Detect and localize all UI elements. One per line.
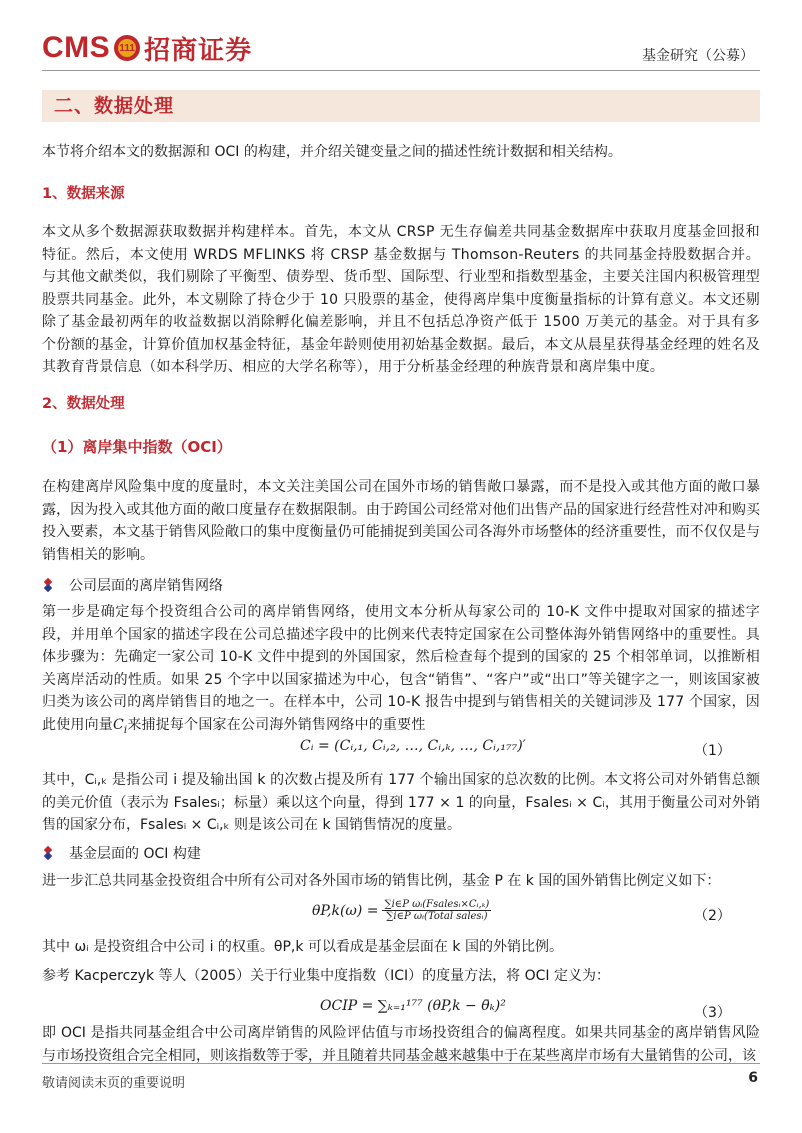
weight-explanation-paragraph: 其中 ωᵢ 是投资组合中公司 i 的权重。θP,k 可以看成是基金层面在 k 国的外销比例。 [42,939,563,955]
firm-network-text: 第一步是确定每个投资组合公司的离岸销售网络，使用文本分析从每家公司的 10-K 文件中提取对国家的描述字段，并用单个国家的描述字段在公司总描述字段中的比例来代表特定国家在公司整体海外销售网络中的重要性。具体步骤为：先确定一家公司 10-K 文件中提到的外国国家，然后检查每个提到的国家的 25 个相邻单词，以推断相关离岸活动的性质。如果 25 个字中以国家描述为中心，包含“销售”、“客户”或“出口”等关键字之一，则该国家被归类为该公司的离岸销售目的地之一。在样本中，公司 10-K 报告中提到与销售相关的关键词涉及 177 个国家，因此使用向量 [42,604,760,733]
section-title: 二、数据处理 [54,95,175,117]
equation-1: Cᵢ = (Cᵢ,₁, Cᵢ,₂, …, Cᵢ,ₖ, …, Cᵢ,₁₇₇)′ [300,738,526,754]
fund-share-paragraph: 进一步汇总共同基金投资组合中所有公司对各外国市场的销售比例，基金 P 在 k 国的国外销售比例定义如下： [42,873,721,889]
data-source-paragraph: 本文从多个数据源获取数据并构建样本。首先，本文从 CRSP 无生存偏差共同基金数据库中获取月度基金回报和特征。然后，本文使用 WRDS MFLINKS 将 CRSP 基金数据与 Thomson-Reuters 的共同基金持股数据合并。与其他文献类似，我们剔除了平衡型、债券型、货币型、国际型、行业型和指数型基金，主要关注国内积极管理型股票共同基金。此外，本文剔除了持仓少于 10 只股票的基金，使得离岸集中度衡量指标的计算有意义。本文还剔除了基金最初两年的收益数据以消除孵化偏差影响，并且不包括总净资产低于 1500 万美元的基金。对于具有多个份额的基金，计算价值加权基金特征，基金年龄则使用初始基金数据。最后，本文从晨星获得基金经理的姓名及其教育背景信息（如本科学历、相应的大学名称等），用于分析基金经理的种族背景和离岸集中度。 [42,224,760,375]
vector-explanation-paragraph: 其中，Cᵢ,ₖ 是指公司 i 提及输出国 k 的次数占提及所有 177 个输出国家的总次数的比例。本文将公司对外销售总额的美元价值（表示为 Fsalesᵢ；标量）乘以这个向量，得到 177 × 1 的向量，Fsalesᵢ × Cᵢ，其用于衡量公司对外销售的国家分布，Fsalesᵢ × Cᵢ,ₖ 则是该公司在 k 国销售情况的度量。 [42,772,760,833]
diamond-bullet-icon [42,847,55,860]
equation-2-lhs: θP,k(ω) = [312,902,379,919]
subsection-heading-data-processing: 2、数据处理 [42,396,125,412]
header-divider [42,70,760,71]
logo-chinese: 招商证券 [144,35,253,66]
equation-2 [312,899,491,922]
bullet-fund-level [42,843,201,863]
equation-2-fraction [382,899,491,922]
bullet-fund-level-text: 基金层面的 OCI 构建 [69,846,201,862]
diamond-bullet-icon [42,579,55,592]
oci-heading: （1）离岸集中指数（OCI） [42,438,232,456]
subsection-heading-data-source: 1、数据来源 [42,186,125,202]
page-number: 6 [748,1070,758,1086]
vector-symbol: C [113,716,124,733]
equation-3: OCIP = ∑ₖ₌₁¹⁷⁷ (θP,k − θ̄ₖ)² [320,998,506,1014]
vector-subscript: i [123,724,128,736]
intro-paragraph: 本节将介绍本文的数据源和 OCI 的构建，并介绍关键变量之间的描述性统计数据和相关结构。 [42,144,622,160]
equation-1-number: （1） [694,743,731,759]
equation-2-denominator: ∑i∈P ωᵢ(Total salesᵢ) [386,911,488,922]
footer-disclaimer-note: 敬请阅读末页的重要说明 [42,1076,186,1091]
equation-2-numerator: ∑i∈P ωᵢ(Fsalesᵢ×Cᵢ,ₖ) [384,899,490,910]
report-category: 基金研究（公募） [642,48,754,64]
logo-latin: CMS [42,31,111,64]
bullet-firm-level [42,575,223,595]
firm-network-tail: 来捕捉每个国家在公司海外销售网络中的重要性 [127,716,426,733]
oci-intro-paragraph: 在构建离岸风险集中度的度量时，本文关注美国公司在国外市场的销售敞口暴露，而不是投入或其他方面的敞口暴露，因为投入或其他方面的敞口度量存在数据限制。由于跨国公司经常对他们出售产品的国家进行经营性对冲和购买投入要素，本文基于销售风险敞口的集中度衡量仍可能捕捉到美国公司各海外市场整体的经济重要性，而不仅仅是与销售相关的影响。 [42,479,760,563]
bullet-firm-level-text: 公司层面的离岸销售网络 [69,578,223,594]
equation-2-number: （2） [694,908,731,924]
footer-divider [42,1063,760,1064]
logo-badge-icon: 111 [114,35,140,61]
oci-meaning-paragraph: 即 OCI 是指共同基金组合中公司离岸销售的风险评估值与市场投资组合的偏离程度。如果共同基金的离岸销售风险与市场投资组合完全相同，则该指数等于零，并且随着共同基金越来越集中于在某些离岸市场有大量销售的公司，该 [42,1025,760,1064]
firm-network-paragraph [42,601,760,742]
company-logo [42,28,252,68]
oci-definition-intro: 参考 Kacperczyk 等人（2005）关于行业集中度指数（ICI）的度量方法，将 OCI 定义为： [42,968,610,984]
equation-3-number: （3） [694,1005,731,1021]
